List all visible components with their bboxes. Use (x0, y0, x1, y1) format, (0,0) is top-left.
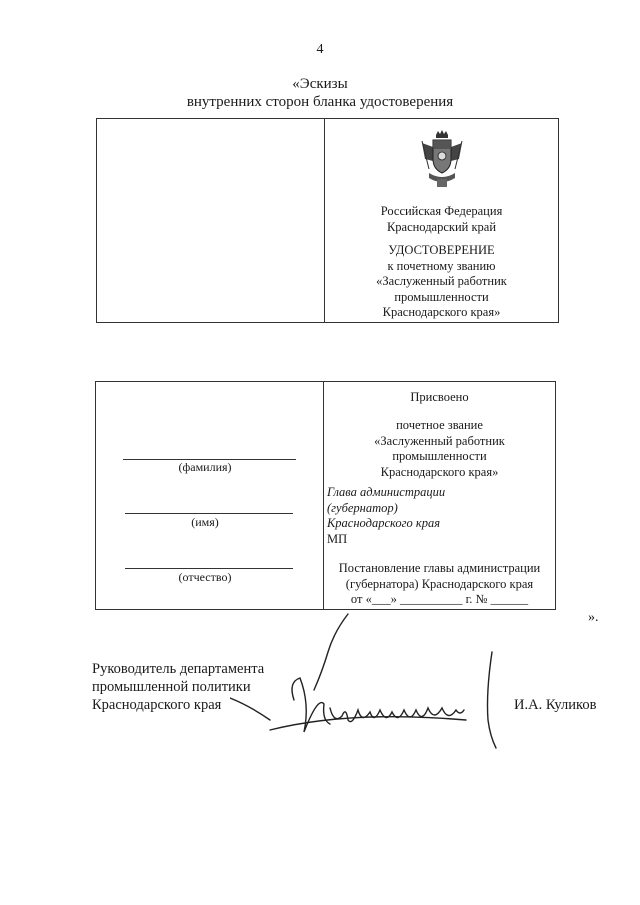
honorary-title-line-2: промышленности (394, 289, 489, 304)
honorary-title-line-1: «Заслуженный работник (376, 274, 507, 288)
honorary-title-line-2: промышленности (392, 449, 487, 463)
honorary-title-intro: почетное звание (396, 418, 483, 432)
resolution-line-3: от «___» __________ г. № ______ (350, 592, 529, 606)
name-blank-line (125, 513, 293, 514)
position-line-1: Руководитель департамента (92, 661, 265, 677)
signatory-position (92, 660, 392, 714)
country-name: Российская Федерация (380, 204, 503, 218)
region-name: Краснодарский край (386, 219, 497, 234)
document-type: УДОСТОВЕРЕНИЕ (388, 243, 495, 257)
honorary-title-line-3: Краснодарского края» (380, 464, 499, 479)
resolution-line-1: Постановление главы администрации (338, 561, 541, 575)
surname-caption: (фамилия) (178, 460, 232, 474)
honorary-title-line-1: «Заслуженный работник (374, 433, 505, 448)
head-line-1: Глава администрации (327, 485, 446, 499)
heading-line-1: «Эскизы (292, 76, 348, 92)
resolution-line-2: (губернатора) Краснодарского края (345, 576, 534, 591)
honorary-title-line-3: Краснодарского края» (382, 305, 501, 319)
closing-quote: ». (588, 610, 599, 625)
krasnodar-coat-of-arms-icon (419, 129, 465, 189)
document-heading (0, 75, 640, 111)
awarded-label: Присвоено (410, 390, 469, 404)
seal-mark: МП (327, 531, 348, 546)
patronymic-blank-line (125, 568, 293, 569)
signer-name: И.А. Куликов (514, 697, 597, 713)
heading-line-2: внутренних сторон бланка удостоверения (186, 94, 454, 110)
front-title-block (324, 243, 559, 321)
head-of-administration-block (327, 485, 552, 547)
title-intro: к почетному званию (387, 258, 496, 273)
resolution-block (323, 561, 556, 608)
position-line-2: промышленной политики (92, 679, 251, 695)
position-line-3: Краснодарского края (92, 697, 222, 713)
back-title-block (323, 418, 556, 480)
head-line-2: (губернатор) (327, 500, 398, 515)
patronymic-caption: (отчество) (178, 570, 232, 584)
page-number: 4 (316, 42, 324, 57)
front-issuer (324, 204, 559, 235)
head-line-3: Краснодарского края (327, 516, 441, 530)
name-caption: (имя) (191, 515, 219, 529)
